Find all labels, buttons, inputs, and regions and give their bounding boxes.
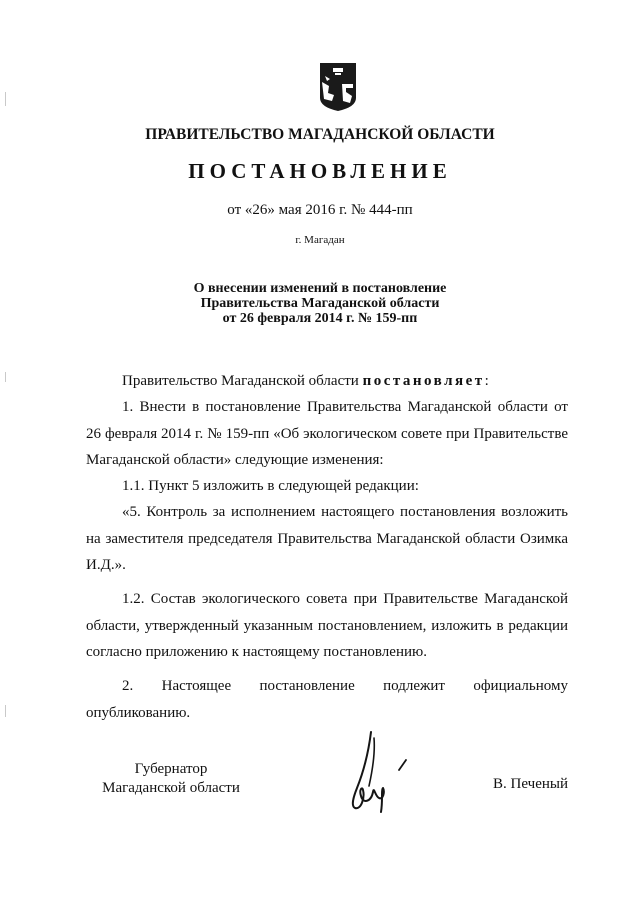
organization-title: ПРАВИТЕЛЬСТВО МАГАДАНСКОЙ ОБЛАСТИ bbox=[145, 126, 495, 143]
intro-text: Правительство Магаданской области bbox=[122, 373, 359, 389]
subject-line: Правительства Магаданской области bbox=[200, 296, 440, 311]
paragraph-1-2: 1.2. Состав экологического совета при Правительстве Магаданской области, утвержденный указанным постановлением, изложить в редакции согласно приложению к настоящему постановлению. bbox=[86, 591, 568, 660]
paragraph-2: 2. Настоящее постановление подлежит официальному опубликованию. bbox=[86, 678, 568, 721]
document-city: г. Магадан bbox=[295, 234, 345, 246]
paragraph-1: 1. Внести в постановление Правительства Магаданской области от 26 февраля 2014 г. № 159-пп «Об экологическом совете при Правительстве Магаданской области» следующие изменения: bbox=[86, 399, 568, 468]
signatory-name: В. Печеный bbox=[493, 776, 568, 792]
scan-margin-mark bbox=[5, 372, 6, 382]
document-subject bbox=[0, 281, 640, 326]
document-type: ПОСТАНОВЛЕНИЕ bbox=[188, 159, 452, 183]
signatory-title bbox=[86, 760, 256, 798]
document-body bbox=[86, 368, 568, 726]
scan-margin-mark bbox=[5, 92, 6, 106]
coat-of-arms-icon bbox=[319, 62, 357, 112]
subject-line: О внесении изменений в постановление bbox=[193, 281, 447, 296]
subject-line: от 26 февраля 2014 г. № 159-пп bbox=[222, 311, 418, 326]
signatory-title-line: Губернатор bbox=[134, 761, 208, 777]
scan-margin-mark bbox=[5, 705, 6, 717]
intro-verb: постановляет bbox=[362, 373, 485, 389]
paragraph-1-1: 1.1. Пункт 5 изложить в следующей редакции: bbox=[122, 478, 419, 495]
document-date-number: от «26» мая 2016 г. № 444-пп bbox=[227, 202, 413, 218]
paragraph-1-1-quote: «5. Контроль за исполнением настоящего постановления возложить на заместителя председателя Правительства Магаданской области Озимка И.Д.». bbox=[86, 504, 568, 574]
intro-paragraph bbox=[86, 368, 568, 394]
handwritten-signature bbox=[343, 728, 413, 818]
intro-colon: : bbox=[484, 373, 489, 389]
signatory-title-line: Магаданской области bbox=[102, 780, 240, 796]
